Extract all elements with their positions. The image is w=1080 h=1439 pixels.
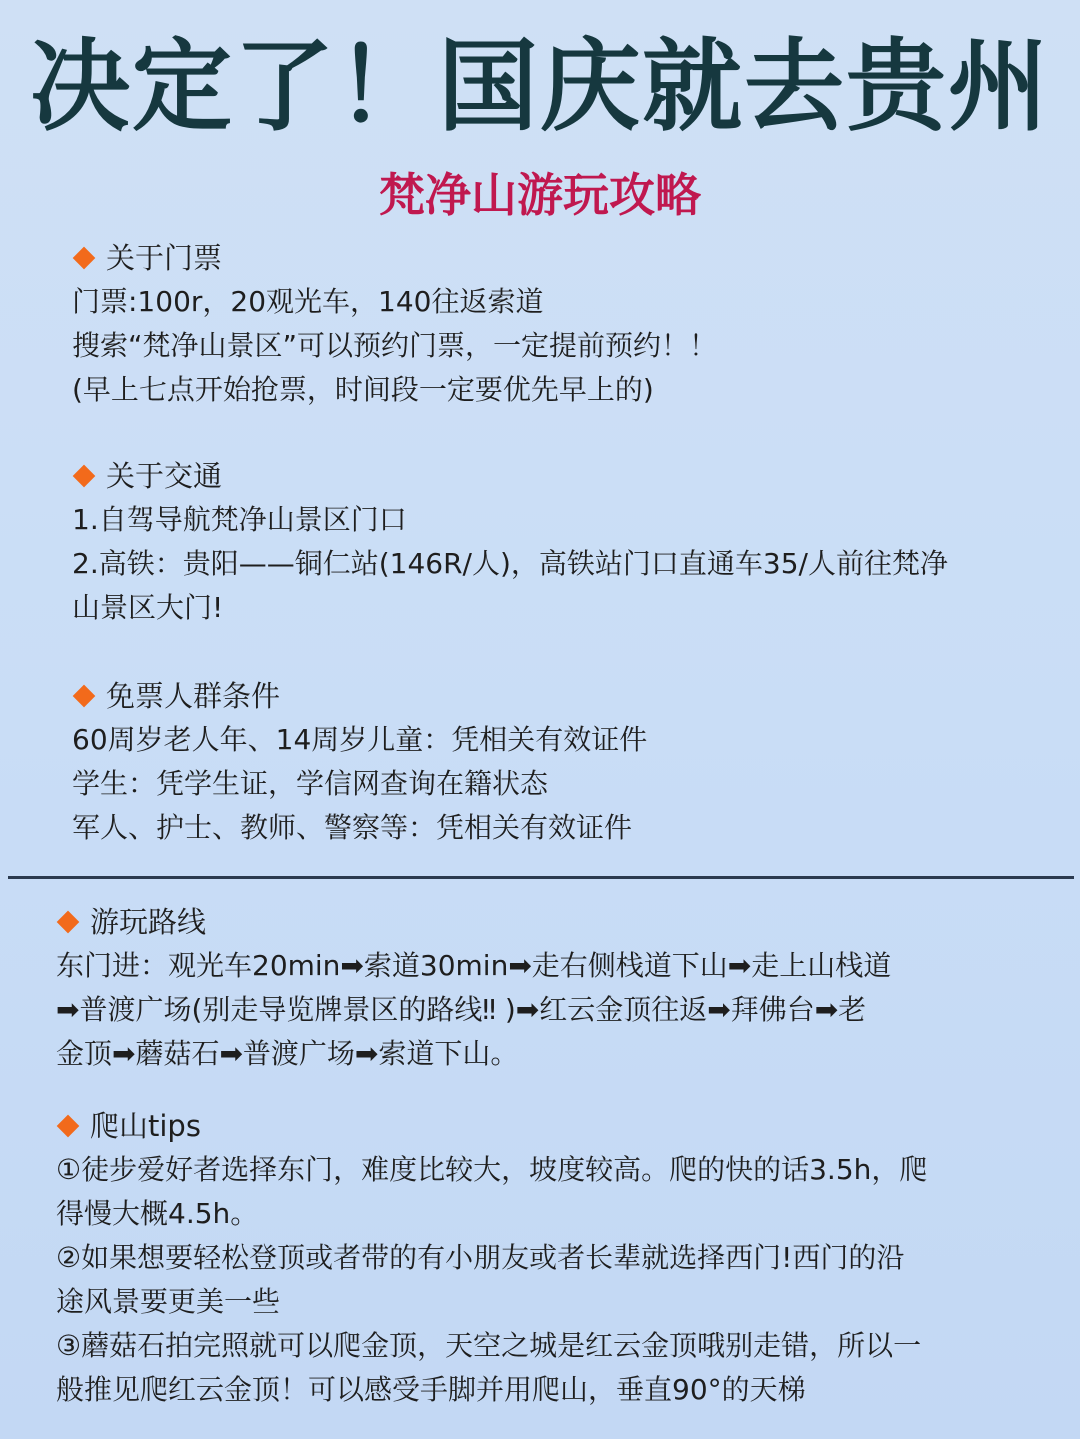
text-line: 门票:100r，20观光车，140往返索道 [72, 285, 544, 318]
section-heading [56, 1104, 927, 1148]
section-transport [72, 454, 948, 630]
orange-diamond-icon [73, 465, 96, 488]
text-line: 60周岁老人年、14周岁儿童：凭相关有效证件 [72, 723, 648, 756]
section-heading-text: 免票人群条件 [106, 679, 281, 713]
text-line: 2.高铁：贵阳——铜仁站(146R/人)，高铁站门口直通车35/人前往梵净 [72, 547, 948, 580]
section-heading [72, 674, 647, 718]
section-route [56, 900, 891, 1076]
section-heading [56, 900, 891, 944]
text-line: 东门进：观光车20min➡索道30min➡走右侧栈道下山➡走上山栈道 [56, 949, 892, 982]
text-line: 山景区大门! [72, 591, 224, 624]
orange-diamond-icon [73, 685, 96, 708]
section-heading [72, 236, 717, 280]
section-climbing-tips [56, 1104, 927, 1412]
text-line: 般推见爬红云金顶！可以感受手脚并用爬山，垂直90°的天梯 [56, 1373, 806, 1406]
text-line: 得慢大概4.5h。 [56, 1197, 259, 1230]
page-subtitle: 梵净山游玩攻略 [379, 168, 701, 222]
text-line: 途风景要更美一些 [56, 1285, 281, 1318]
text-line: ②如果想要轻松登顶或者带的有小朋友或者长辈就选择西门!西门的沿 [56, 1241, 905, 1274]
section-heading-text: 爬山tips [90, 1109, 201, 1143]
section-tickets [72, 236, 717, 412]
section-heading [72, 454, 948, 498]
orange-diamond-icon [57, 911, 80, 934]
text-line: 军人、护士、教师、警察等：凭相关有效证件 [72, 811, 633, 844]
section-free-tickets [72, 674, 647, 850]
text-line: 金顶➡蘑菇石➡普渡广场➡索道下山。 [56, 1037, 519, 1070]
text-line: 1.自驾导航梵净山景区门口 [72, 503, 407, 536]
orange-diamond-icon [57, 1115, 80, 1138]
section-heading-text: 游玩路线 [90, 905, 207, 939]
text-line: 搜索“梵净山景区”可以预约门票，一定提前预约！！ [72, 329, 718, 362]
section-heading-text: 关于交通 [106, 459, 223, 493]
section-divider [8, 876, 1074, 879]
text-line: ①徒步爱好者选择东门，难度比较大，坡度较高。爬的快的话3.5h，爬 [56, 1153, 928, 1186]
text-line: 学生：凭学生证，学信网查询在籍状态 [72, 767, 549, 800]
orange-diamond-icon [73, 247, 96, 270]
text-line: ➡普渡广场(别走导览牌景区的路线‼ )➡红云金顶往返➡拜佛台➡老 [56, 993, 867, 1026]
page-title: 决定了！国庆就去贵州 [30, 28, 1050, 145]
text-line: ③蘑菇石拍完照就可以爬金顶，天空之城是红云金顶哦别走错，所以一 [56, 1329, 922, 1362]
section-heading-text: 关于门票 [106, 241, 223, 275]
text-line: (早上七点开始抢票，时间段一定要优先早上的) [72, 373, 654, 406]
